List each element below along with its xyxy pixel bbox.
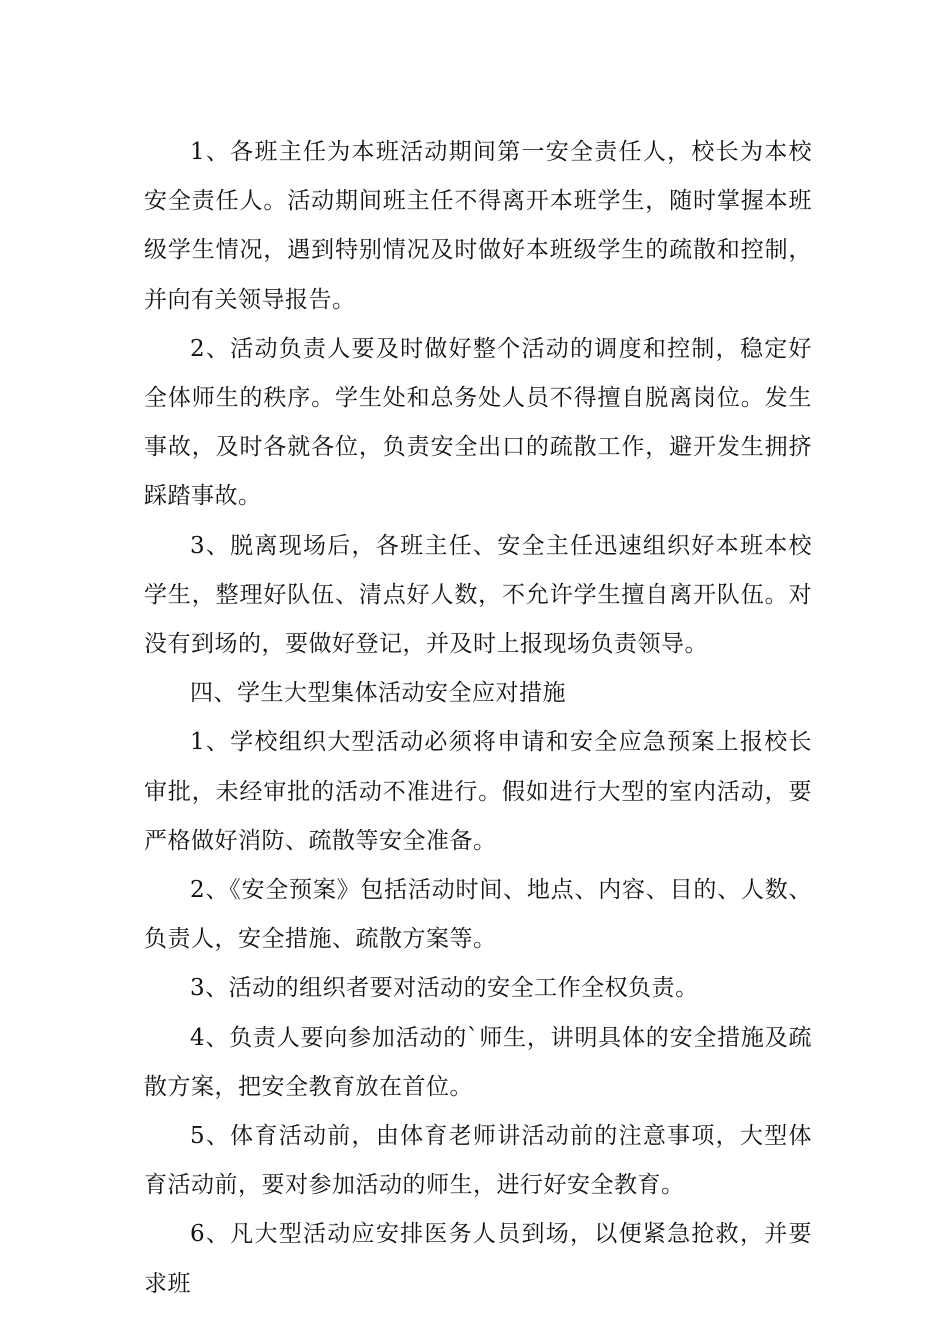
document-body	[144, 128, 812, 1309]
section-heading-large-activity-safety: 四、学生大型集体活动安全应对措施	[190, 680, 566, 707]
paragraph-sports-activity: 5、体育活动前，由体育老师讲活动前的注意事项，大型体育活动前，要对参加活动的师生，进行好安全教育。	[144, 1123, 812, 1199]
paragraph-approval-required: 1、学校组织大型活动必须将申请和安全应急预案上报校长审批，未经审批的活动不准进行。假如进行大型的室内活动，要严格做好消防、疏散等安全准备。	[144, 729, 812, 854]
paragraph-class-teacher-responsibility: 1、各班主任为本班活动期间第一安全责任人，校长为本校安全责任人。活动期间班主任不得离开本班学生，随时掌握本班级学生情况，遇到特别情况及时做好本班级学生的疏散和控制，并向有关领导报告。	[144, 139, 812, 313]
paragraph-safety-briefing: 4、负责人要向参加活动的`师生，讲明具体的安全措施及疏散方案，把安全教育放在首位。	[144, 1024, 812, 1100]
paragraph-after-evacuation: 3、脱离现场后，各班主任、安全主任迅速组织好本班本校学生，整理好队伍、清点好人数，不允许学生擅自离开队伍。对没有到场的，要做好登记，并及时上报现场负责领导。	[144, 532, 812, 658]
paragraph-organizer-responsibility: 3、活动的组织者要对活动的安全工作全权负责。	[190, 975, 699, 1002]
paragraph-medical-staff: 6、凡大型活动应安排医务人员到场，以便紧急抢救，并要求班	[144, 1221, 812, 1297]
paragraph-activity-leader-duties: 2、活动负责人要及时做好整个活动的调度和控制，稳定好全体师生的秩序。学生处和总务处人员不得擅自脱离岗位。发生事故，及时各就各位，负责安全出口的疏散工作，避开发生拥挤踩踏事故。	[144, 335, 812, 510]
paragraph-safety-plan-contents: 2、《安全预案》包括活动时间、地点、内容、目的、人数、负责人，安全措施、疏散方案等。	[144, 877, 812, 953]
